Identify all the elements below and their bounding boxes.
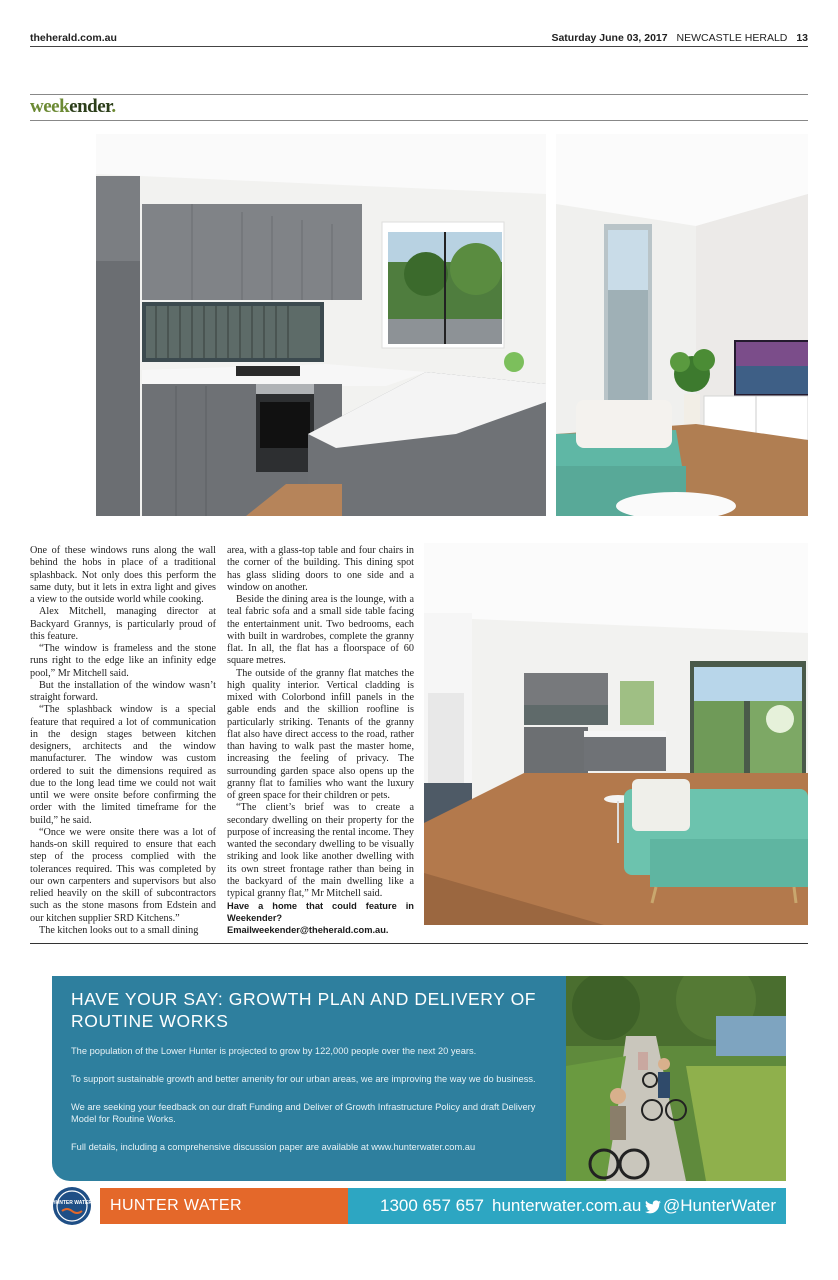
website-link[interactable]: hunterwater.com.au [492, 1196, 642, 1215]
section-rule-bottom [30, 120, 808, 121]
hunter-water-logo [52, 1186, 92, 1226]
masthead-site: theherald.com.au [30, 32, 117, 44]
paragraph: Alex Mitchell, managing director at Backyard Grannys, is particularly proud of this feature. [30, 606, 216, 642]
paragraph: area, with a glass-top table and four chairs in the corner of the building. This dining spot has glass sliding doors to one side and a window on another. [227, 545, 414, 593]
kitchen-photo [96, 134, 546, 516]
article-column-1 [30, 545, 216, 937]
contact-prompt: Have a home that could feature in Weekender? [227, 901, 414, 924]
phone-number[interactable]: 1300 657 657 [380, 1196, 484, 1215]
paragraph: Beside the dining area is the lounge, with a teal fabric sofa and a small side table facing the entertainment unit. Two bedrooms, each with built in wardrobes, complete the granny flat. In all, the flat has a floorspace of 60 square metres. [227, 594, 414, 667]
section-label-dot: . [111, 96, 116, 117]
lounge-photo [556, 134, 808, 516]
paragraph: But the installation of the window wasn’t straight forward. [30, 679, 216, 703]
paragraph: One of these windows runs along the wall behind the hobs in place of a traditional splashback. Not only does this perform the same duty, but it lets in extra light and gives a view to the outside world while cooking. [30, 545, 216, 605]
page-number: 13 [796, 32, 808, 44]
paragraph: The outside of the granny flat matches the high quality interior. Vertical cladding is mixed with Colorbond infill panels in the gable ends and the skillion roofline is particularly striking. Tenants of the granny flat also have direct access to the road, rather than having to walk past the master home, increasing the feeling of privacy. The surrounding garden space also opens up the granny flat to families who want the luxury of green space for their children or pets. [227, 667, 414, 801]
advert-paragraph: Full details, including a comprehensive discussion paper are available at www.hunterwater.com.au [71, 1142, 476, 1152]
paragraph: “Once we were onsite there was a lot of hands-on skill required to ensure that each step of the process complied with the tolerances required. This was completed by our own carpenters and supervisors but also relied heavily on the skill of subcontractors such as the stone masons from Edstein and our kitchen supplier SRD Kitchens.” [30, 826, 216, 924]
paragraph: The kitchen looks out to a small dining [39, 924, 199, 936]
contact-email[interactable]: Emailweekender@theherald.com.au. [227, 925, 389, 936]
advert-paragraph: To support sustainable growth and better amenity for our urban areas, we are improving the way we do business. [71, 1074, 536, 1084]
advert-paragraph: The population of the Lower Hunter is projected to grow by 122,000 people over the next 20 years. [71, 1046, 477, 1056]
article-bottom-rule [30, 943, 808, 944]
advert-paragraph: We are seeking your feedback on our draft Funding and Deliver of Growth Infrastructure Policy and draft Delivery Model for Routine Works. [71, 1102, 536, 1124]
advert-title: HAVE YOUR SAY: GROWTH PLAN AND DELIVERY OF ROUTINE WORKS [71, 989, 537, 1031]
brand-name: HUNTER WATER [110, 1197, 242, 1214]
publication-name: NEWCASTLE HERALD [676, 32, 788, 44]
living-room-photo [424, 543, 808, 925]
advert-cyclists-photo [566, 976, 786, 1181]
section-rule-top [30, 94, 808, 95]
article-column-2 [227, 545, 414, 936]
paragraph: “The splashback window is a special feature that required a lot of communication in the design stages between kitchen designers, architects and the window manufacturer. The window was custom ordered to suit the dimensions required as due to the long lead time we could not wait until we were onsite before confirming the order with the limited timeframe for the build,” he said. [30, 704, 216, 826]
paragraph: “The window is frameless and the stone runs right to the edge like an infinity edge pool,” Mr Mitchell said. [30, 643, 216, 679]
logo-text: HUNTER WATER [52, 1200, 92, 1206]
masthead-info [551, 32, 808, 44]
twitter-handle[interactable]: @HunterWater [663, 1196, 776, 1215]
section-label-part1: week [30, 96, 70, 117]
issue-date: Saturday June 03, 2017 [551, 32, 668, 44]
section-label-part2: ender [69, 96, 112, 117]
section-label [30, 96, 116, 118]
paragraph: “The client’s brief was to create a secondary dwelling on their property for the purpose of increasing the rental income. They wanted the secondary dwelling to be visually striking and look like another dwelling with its own street frontage rather than being in the backyard of the main dwelling like a typical granny flat,” Mr Mitchell said. [227, 802, 414, 899]
header-rule [30, 46, 808, 47]
twitter-icon [645, 1200, 661, 1214]
